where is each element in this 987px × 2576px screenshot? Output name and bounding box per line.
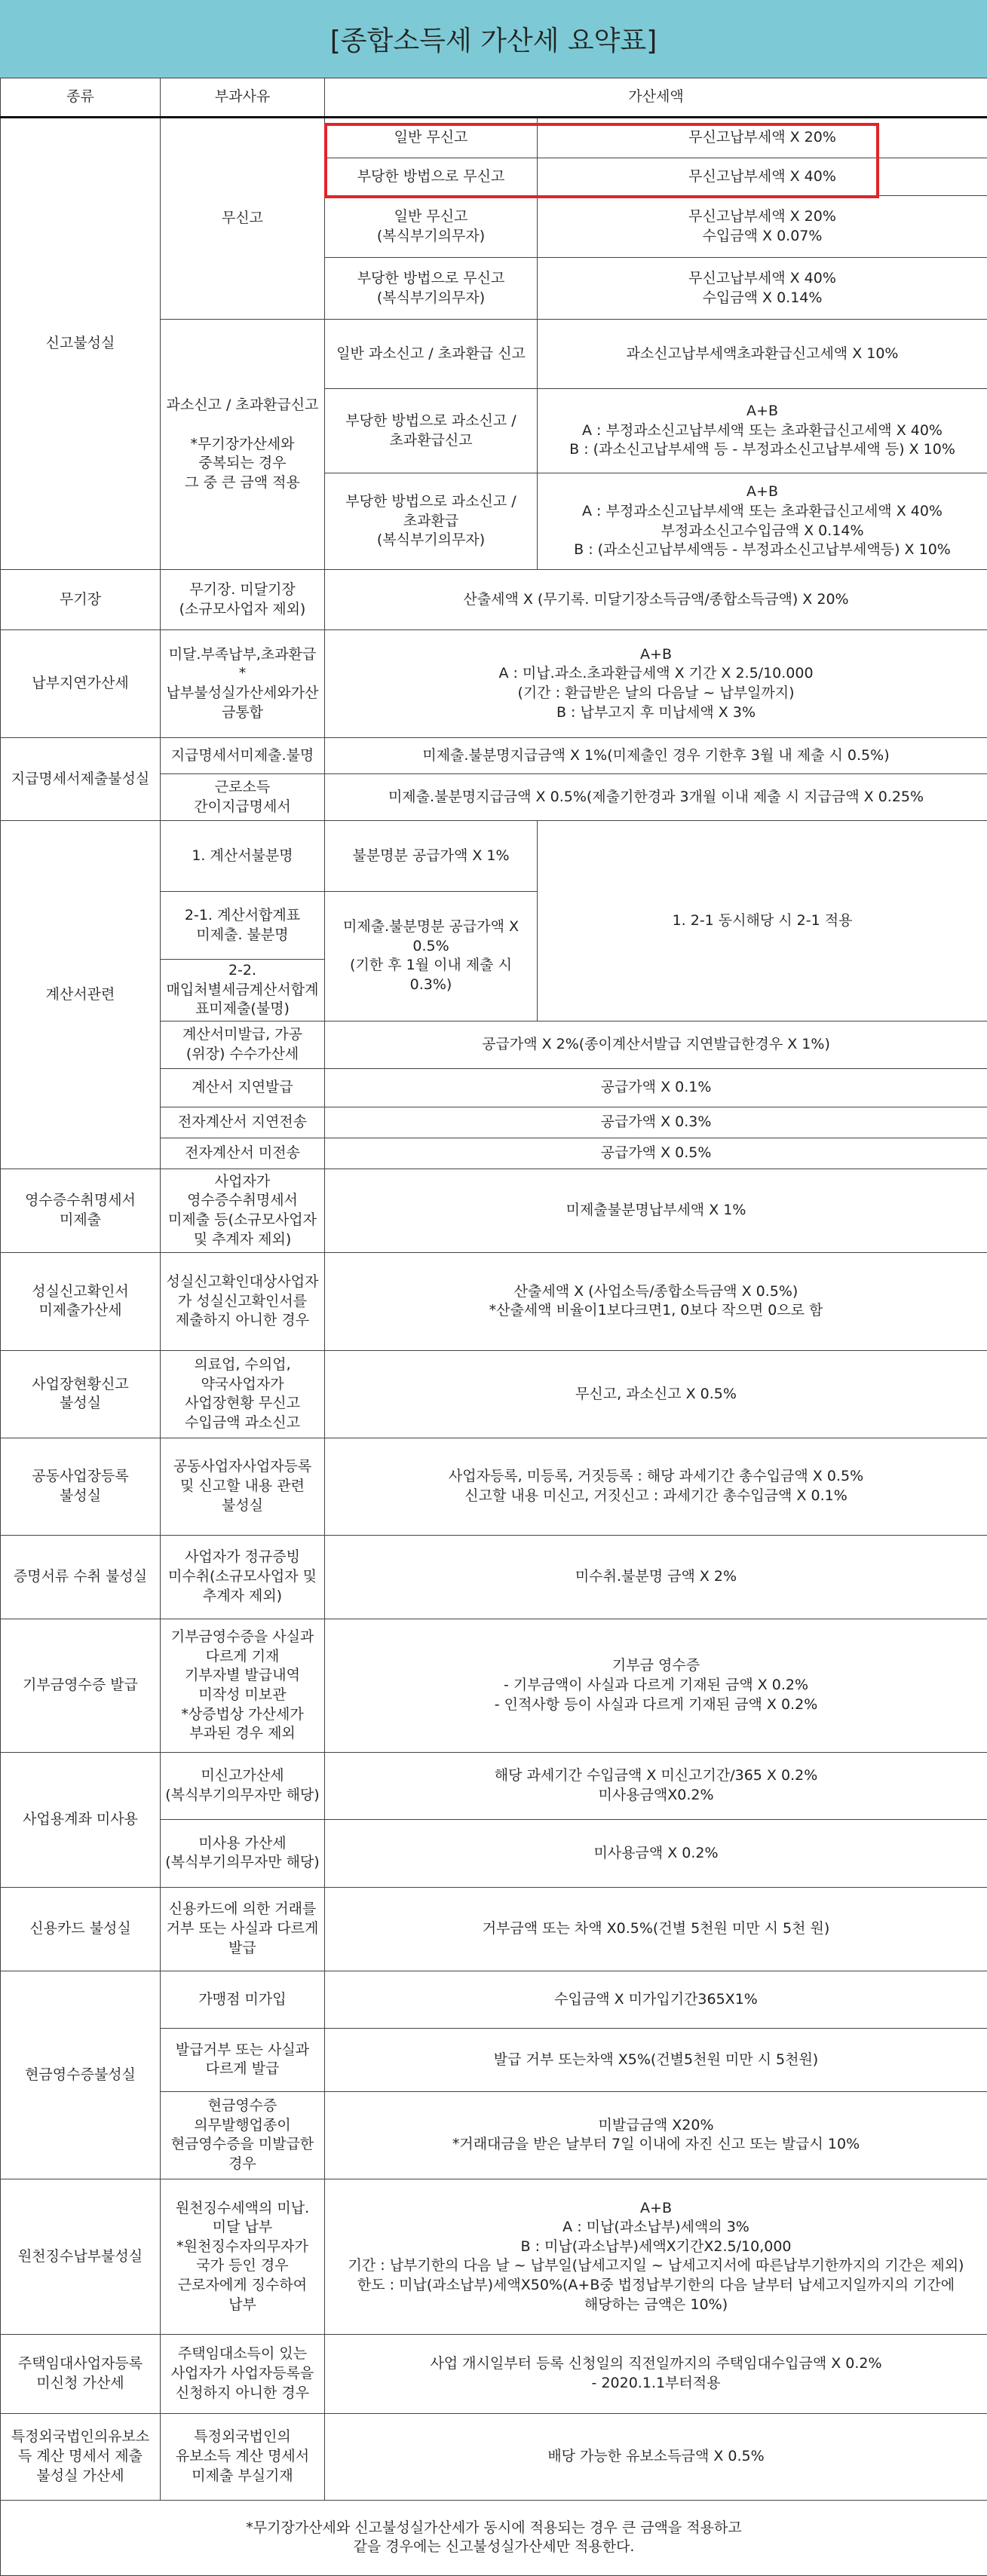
sub-reason-cell: 미제출.불분명분 공급가액 X 0.5% (기한 후 1월 이내 제출 시 0.3%)	[325, 892, 538, 1022]
reason-cell: 미달.부족납부,초과환급 *납부불성실가산세와가산금통합	[161, 630, 325, 738]
type-cell: 특정외국법인의유보소득 계산 명세서 제출 불성실 가산세	[1, 2413, 161, 2500]
reason-cell: 2-1. 계산서합계표 미제출. 불분명	[161, 892, 325, 960]
type-cell: 신용카드 불성실	[1, 1887, 161, 1971]
reason-cell: 신용카드에 의한 거래를 거부 또는 사실과 다르게 발급	[161, 1887, 325, 1971]
reason-cell: 주택임대소득이 있는 사업자가 사업자등록을 신청하지 아니한 경우	[161, 2334, 325, 2413]
amount-cell: 무신고납부세액 X 20% 수입금액 X 0.07%	[538, 196, 987, 258]
table-row	[1, 2413, 987, 2500]
amount-cell: A+B A : 미납.과소.초과환급세액 X 기간 X 2.5/10.000 (기간 : 환급받은 날의 다음날 ~ 납부일까지) B : 납부고지 후 미납세액 X 3%	[325, 630, 987, 738]
amount-cell: 공급가액 X 0.3%	[325, 1107, 987, 1138]
page-title: [종합소득세 가산세 요약표]	[0, 0, 987, 78]
reason-cell: 1. 계산서불분명	[161, 821, 325, 892]
type-cell: 신고불성실	[1, 118, 161, 570]
amount-cell: 사업자등록, 미등록, 거짓등록 : 해당 과세기간 총수입금액 X 0.5% 신고할 내용 미신고, 거짓신고 : 과세기간 총수입금액 X 0.1%	[325, 1438, 987, 1535]
type-cell: 공동사업장등록 불성실	[1, 1438, 161, 1535]
table-footer-row	[1, 2500, 987, 2575]
amount-cell: 발급 거부 또는차액 X5%(건별5천원 미만 시 5천원)	[325, 2028, 987, 2091]
amount-cell: 거부금액 또는 차액 X0.5%(건별 5천원 미만 시 5천 원)	[325, 1887, 987, 1971]
table-row	[1, 118, 987, 158]
sub-reason-cell: 부당한 방법으로 무신고	[325, 158, 538, 196]
table-row	[1, 1971, 987, 2028]
penalty-summary-table	[0, 78, 987, 2576]
reason-cell: 특정외국법인의 유보소득 계산 명세서 미제출 부실기재	[161, 2413, 325, 2500]
reason-cell: 무신고	[161, 118, 325, 320]
reason-cell: 가맹점 미가입	[161, 1971, 325, 2028]
reason-cell: 미사용 가산세 (복식부기의무자만 해당)	[161, 1819, 325, 1887]
type-cell: 무기장	[1, 570, 161, 630]
amount-cell: 사업 개시일부터 등록 신청일의 직전일까지의 주택임대수입금액 X 0.2% - 2020.1.1부터적용	[325, 2334, 987, 2413]
amount-cell: 무신고, 과소신고 X 0.5%	[325, 1350, 987, 1438]
type-cell: 사업용계좌 미사용	[1, 1752, 161, 1887]
sub-reason-cell: 일반 무신고 (복식부기의무자)	[325, 196, 538, 258]
reason-cell: 과소신고 / 초과환급신고 *무기장가산세와 중복되는 경우 그 중 큰 금액 적용	[161, 320, 325, 570]
table-row	[1, 1252, 987, 1350]
reason-cell: 원천징수세액의 미납.미달 납부 *원천징수자의무자가 국가 등인 경우 근로자에게 징수하여 납부	[161, 2179, 325, 2334]
amount-cell: 공급가액 X 2%(종이계산서발급 지연발급한경우 X 1%)	[325, 1021, 987, 1068]
amount-cell: 공급가액 X 0.1%	[325, 1068, 987, 1107]
amount-cell: A+B A : 부정과소신고납부세액 또는 초과환급신고세액 X 40% B : (과소신고납부세액 등 - 부정과소신고납부세액 등) X 10%	[538, 389, 987, 473]
amount-cell: 산출세액 X (사업소득/종합소득금액 X 0.5%) *산출세액 비율이1보다크면1, 0보다 작으면 0으로 함	[325, 1252, 987, 1350]
amount-cell: 산출세액 X (무기록. 미달기장소득금액/종합소득금액) X 20%	[325, 570, 987, 630]
table-row	[1, 1535, 987, 1619]
amount-cell: 무신고납부세액 X 40% 수입금액 X 0.14%	[538, 258, 987, 320]
table-row	[1, 1438, 987, 1535]
table-row	[1, 1887, 987, 1971]
type-cell: 현금영수증불성실	[1, 1971, 161, 2179]
header-amount: 가산세액	[325, 78, 987, 118]
reason-cell: 기부금영수증을 사실과 다르게 기재 기부자별 발급내역 미작성 미보관 *상증법상 가산세가 부과된 경우 제외	[161, 1619, 325, 1752]
type-cell: 영수증수취명세서 미제출	[1, 1169, 161, 1252]
table-row	[1, 1752, 987, 1819]
table-row	[1, 738, 987, 774]
sub-reason-cell: 부당한 방법으로 과소신고 /초과환급 (복식부기의무자)	[325, 473, 538, 570]
reason-cell: 미신고가산세(복식부기의무자만 해당)	[161, 1752, 325, 1819]
reason-cell: 의료업, 수의업, 약국사업자가 사업장현황 무신고 수입금액 과소신고	[161, 1350, 325, 1438]
header-reason: 부과사유	[161, 78, 325, 118]
header-type: 종류	[1, 78, 161, 118]
reason-cell: 근로소득 간이지급명세서	[161, 774, 325, 821]
footer-note: *무기장가산세와 신고불성실가산세가 동시에 적용되는 경우 큰 금액을 적용하고 같을 경우에는 신고불성실가산세만 적용한다.	[1, 2500, 987, 2575]
type-cell: 사업장현황신고 불성실	[1, 1350, 161, 1438]
type-cell: 기부금영수증 발급	[1, 1619, 161, 1752]
amount-cell: 미제출불분명납부세액 X 1%	[325, 1169, 987, 1252]
amount-cell: 해당 과세기간 수입금액 X 미신고기간/365 X 0.2% 미사용금액X0.2%	[325, 1752, 987, 1819]
amount-cell: 배당 가능한 유보소득금액 X 0.5%	[325, 2413, 987, 2500]
type-cell: 증명서류 수취 불성실	[1, 1535, 161, 1619]
type-cell: 납부지연가산세	[1, 630, 161, 738]
table-row	[1, 1169, 987, 1252]
sub-reason-cell: 불분명분 공급가액 X 1%	[325, 821, 538, 892]
sub-reason-cell: 일반 과소신고 / 초과환급 신고	[325, 320, 538, 389]
amount-cell: 미제출.불분명지급금액 X 1%(미제출인 경우 기한후 3월 내 제출 시 0.5%)	[325, 738, 987, 774]
sub-reason-cell: 일반 무신고	[325, 118, 538, 158]
table-row	[1, 821, 987, 892]
reason-cell: 발급거부 또는 사실과 다르게 발급	[161, 2028, 325, 2091]
amount-cell: A+B A : 미납(과소납부)세액의 3% B : 미납(과소납부)세액X기간X2.5/10,000 기간 : 납부기한의 다음 날 ~ 납부일(납세고지일 ~ 납세고지서에 따른납부기한까지의 기간은 제외) 한도 : 미납(과소납부)세액X50%(A+B중 법정납부기한의 다음 날부터 납세고지일까지의 기간에 해당하는 금액은 10%)	[325, 2179, 987, 2334]
reason-cell: 계산서미발급, 가공(위장) 수수가산세	[161, 1021, 325, 1068]
table-row	[1, 1350, 987, 1438]
amount-cell: 미사용금액 X 0.2%	[325, 1819, 987, 1887]
sub-reason-cell: 부당한 방법으로 과소신고 / 초과환급신고	[325, 389, 538, 473]
type-cell: 성실신고확인서 미제출가산세	[1, 1252, 161, 1350]
amount-cell: 공급가액 X 0.5%	[325, 1138, 987, 1169]
table-row	[1, 570, 987, 630]
reason-cell: 전자계산서 지연전송	[161, 1107, 325, 1138]
type-cell: 지급명세서제출불성실	[1, 738, 161, 821]
table-row	[1, 630, 987, 738]
type-cell: 계산서관련	[1, 821, 161, 1169]
reason-cell: 사업자가 정규증빙 미수취(소규모사업자 및 추계자 제외)	[161, 1535, 325, 1619]
reason-cell: 계산서 지연발급	[161, 1068, 325, 1107]
reason-cell: 전자계산서 미전송	[161, 1138, 325, 1169]
amount-cell: 1. 2-1 동시해당 시 2-1 적용	[538, 821, 987, 1022]
amount-cell: 수입금액 X 미가입기간365X1%	[325, 1971, 987, 2028]
amount-cell: 무신고납부세액 X 20%	[538, 118, 987, 158]
table-row	[1, 2179, 987, 2334]
type-cell: 주택임대사업자등록 미신청 가산세	[1, 2334, 161, 2413]
type-cell: 원천징수납부불성실	[1, 2179, 161, 2334]
table-header-row	[1, 78, 987, 118]
amount-cell: 기부금 영수증 - 기부금액이 사실과 다르게 기재된 금액 X 0.2% - 인적사항 등이 사실과 다르게 기재된 금액 X 0.2%	[325, 1619, 987, 1752]
amount-cell: 무신고납부세액 X 40%	[538, 158, 987, 196]
amount-cell: A+B A : 부정과소신고납부세액 또는 초과환급신고세액 X 40% 부정과소신고수입금액 X 0.14% B : (과소신고납부세액등 - 부정과소신고납부세액등) X 10%	[538, 473, 987, 570]
reason-cell: 성실신고확인대상사업자가 성실신고확인서를 제출하지 아니한 경우	[161, 1252, 325, 1350]
reason-cell: 사업자가 영수증수취명세서 미제출 등(소규모사업자 및 추계자 제외)	[161, 1169, 325, 1252]
reason-cell: 현금영수증 의무발행업종이 현금영수증을 미발급한 경우	[161, 2091, 325, 2179]
reason-cell: 공동사업자사업자등록 및 신고할 내용 관련 불성실	[161, 1438, 325, 1535]
amount-cell: 미수취.불분명 금액 X 2%	[325, 1535, 987, 1619]
reason-cell: 2-2. 매입처별세금계산서합계표미제출(불명)	[161, 960, 325, 1022]
sub-reason-cell: 부당한 방법으로 무신고 (복식부기의무자)	[325, 258, 538, 320]
amount-cell: 과소신고납부세액초과환급신고세액 X 10%	[538, 320, 987, 389]
reason-cell: 무기장. 미달기장 (소규모사업자 제외)	[161, 570, 325, 630]
amount-cell: 미발급금액 X20% *거래대금을 받은 날부터 7일 이내에 자진 신고 또는 발급시 10%	[325, 2091, 987, 2179]
reason-cell: 지급명세서미제출.불명	[161, 738, 325, 774]
amount-cell: 미제출.불분명지급금액 X 0.5%(제출기한경과 3개월 이내 제출 시 지급금액 X 0.25%	[325, 774, 987, 821]
table-row	[1, 2334, 987, 2413]
table-row	[1, 1619, 987, 1752]
